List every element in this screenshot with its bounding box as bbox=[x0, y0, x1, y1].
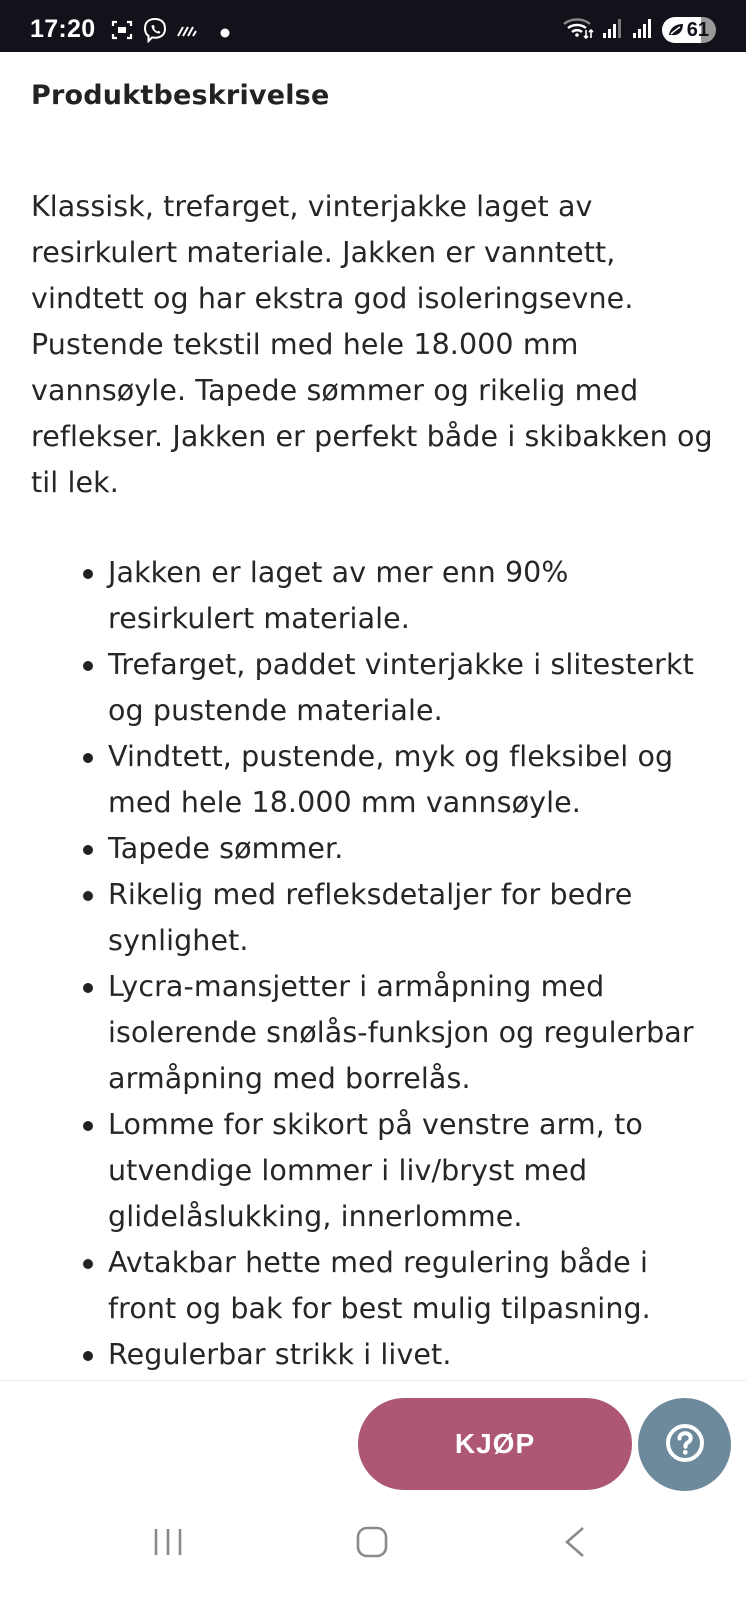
feature-item: Tapede sømmer. bbox=[108, 826, 746, 872]
home-icon bbox=[355, 1525, 389, 1563]
dot-icon bbox=[220, 23, 230, 42]
sync-icon bbox=[176, 23, 198, 42]
wifi-icon bbox=[562, 16, 594, 44]
screenshot-icon bbox=[110, 18, 134, 46]
home-button[interactable] bbox=[342, 1519, 402, 1569]
feature-item: Vindtett, pustende, myk og fleksibel og med hele 18.000 mm vannsøyle. bbox=[108, 734, 746, 826]
feature-list bbox=[0, 550, 746, 1378]
notification-icons bbox=[110, 17, 230, 47]
feature-item: Lycra-mansjetter i armåpning med isolerende snølås-funksjon og regulerbar armåpning med borrelås. bbox=[108, 964, 746, 1102]
back-button[interactable] bbox=[545, 1519, 605, 1569]
product-description-panel[interactable] bbox=[0, 52, 746, 1380]
product-description: Klassisk, trefarget, vinterjakke laget av resirkulert materiale. Jakken er vanntett, vindtett og har ekstra god isoleringsevne. Pustende tekstil med hele 18.000 mm vannsøyle. Tapede sømmer og rikelig med reflekser. Jakken er perfekt både i skibakken og til lek. bbox=[31, 190, 713, 499]
feature-item: Avtakbar hette med regulering både i front og bak for best mulig tilpasning. bbox=[108, 1240, 746, 1332]
system-icons bbox=[562, 16, 716, 44]
recent-apps-icon bbox=[152, 1527, 184, 1561]
status-time: 17:20 bbox=[30, 15, 96, 43]
buy-button[interactable]: KJØP bbox=[358, 1398, 632, 1490]
section-title: Produktbeskrivelse bbox=[31, 80, 330, 111]
feature-item: Rikelig med refleksdetaljer for bedre synlighet. bbox=[108, 872, 746, 964]
battery-indicator bbox=[662, 17, 716, 43]
recent-apps-button[interactable] bbox=[138, 1519, 198, 1569]
feature-item: Regulerbar strikk i livet. bbox=[108, 1332, 746, 1378]
feature-item: Trefarget, paddet vinterjakke i slitesterkt og pustende materiale. bbox=[108, 642, 746, 734]
system-nav-bar bbox=[0, 1499, 746, 1600]
question-circle-icon bbox=[664, 1422, 706, 1467]
action-bar bbox=[0, 1381, 746, 1499]
feature-item: Jakken er laget av mer enn 90% resirkulert materiale. bbox=[108, 550, 746, 642]
viber-icon bbox=[142, 17, 168, 47]
status-bar bbox=[0, 0, 746, 52]
help-button[interactable] bbox=[638, 1398, 731, 1491]
battery-level: 61 bbox=[686, 18, 709, 41]
feature-item: Lomme for skikort på venstre arm, to utvendige lommer i liv/bryst med glidelåslukking, innerlomme. bbox=[108, 1102, 746, 1240]
power-saving-icon bbox=[668, 23, 684, 37]
signal-icon bbox=[632, 17, 654, 43]
back-icon bbox=[563, 1525, 587, 1563]
signal-icon bbox=[602, 17, 624, 43]
